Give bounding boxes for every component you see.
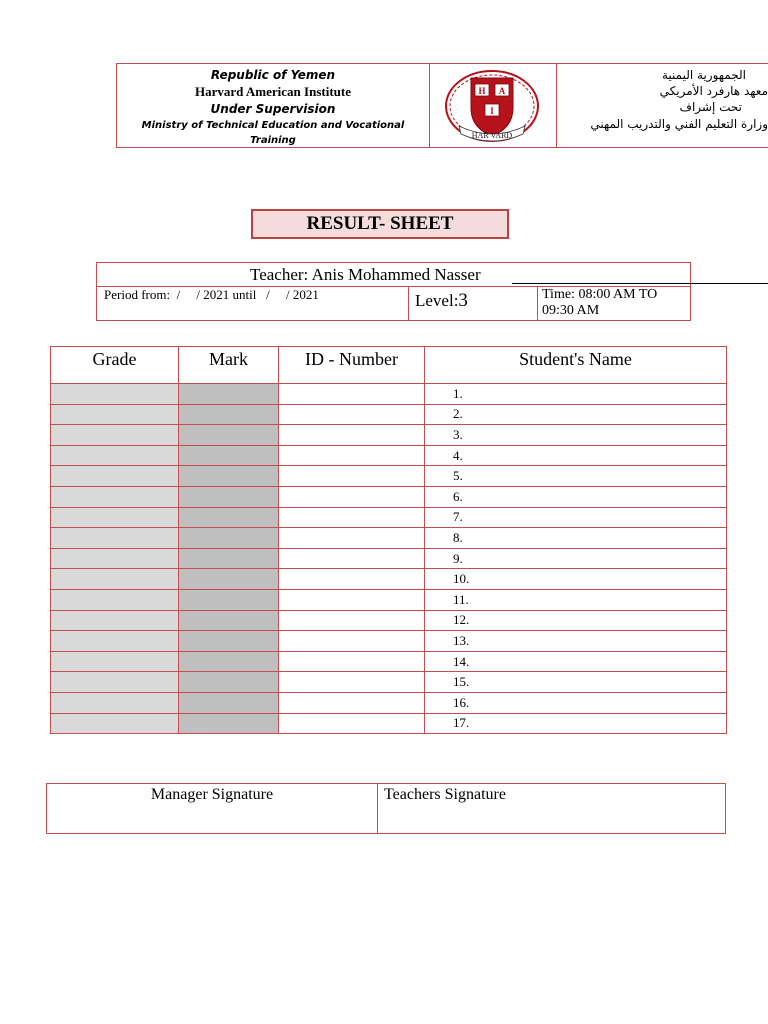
grade-cell[interactable] bbox=[51, 692, 179, 713]
table-header-row bbox=[51, 347, 727, 384]
row-number: 9. bbox=[453, 550, 463, 566]
row-number: 6. bbox=[453, 488, 463, 504]
table-row bbox=[51, 507, 727, 528]
grade-cell[interactable] bbox=[51, 404, 179, 425]
table-row bbox=[51, 713, 727, 734]
crest-letter: A bbox=[498, 86, 506, 96]
row-number: 7. bbox=[453, 509, 463, 525]
teachers-signature-field[interactable]: Teachers Signature bbox=[378, 784, 726, 834]
student-name-cell[interactable] bbox=[425, 672, 727, 693]
mark-cell[interactable] bbox=[179, 425, 279, 446]
student-name-cell[interactable] bbox=[425, 466, 727, 487]
mark-cell[interactable] bbox=[179, 631, 279, 652]
id-number-cell[interactable] bbox=[279, 466, 425, 487]
student-name-cell[interactable] bbox=[425, 528, 727, 549]
mark-cell[interactable] bbox=[179, 445, 279, 466]
grade-cell[interactable] bbox=[51, 507, 179, 528]
teacher-underline bbox=[512, 283, 768, 284]
id-number-cell[interactable] bbox=[279, 528, 425, 549]
time-field: Time: 08:00 AM TO 09:30 AM bbox=[542, 287, 658, 318]
mark-cell[interactable] bbox=[179, 589, 279, 610]
mark-cell[interactable] bbox=[179, 528, 279, 549]
grade-cell[interactable] bbox=[51, 589, 179, 610]
grade-cell[interactable] bbox=[51, 445, 179, 466]
table-row bbox=[51, 589, 727, 610]
student-name-cell[interactable] bbox=[425, 713, 727, 734]
arabic-ministry-name: وزارة التعليم الفني والتدريب المهني bbox=[590, 117, 768, 131]
results-table bbox=[50, 346, 727, 734]
mark-cell[interactable] bbox=[179, 466, 279, 487]
mark-cell[interactable] bbox=[179, 569, 279, 590]
table-row bbox=[51, 528, 727, 549]
table-row bbox=[51, 425, 727, 446]
row-number: 17. bbox=[453, 715, 470, 731]
teacher-info-box bbox=[96, 262, 691, 321]
student-name-cell[interactable] bbox=[425, 445, 727, 466]
header-box bbox=[116, 63, 768, 148]
student-name-cell[interactable] bbox=[425, 589, 727, 610]
student-name-cell[interactable] bbox=[425, 425, 727, 446]
table-row bbox=[51, 672, 727, 693]
harvard-crest-icon bbox=[437, 68, 547, 144]
id-number-cell[interactable] bbox=[279, 445, 425, 466]
grade-cell[interactable] bbox=[51, 384, 179, 405]
student-name-cell[interactable] bbox=[425, 404, 727, 425]
id-number-cell[interactable] bbox=[279, 589, 425, 610]
row-number: 14. bbox=[453, 653, 470, 669]
student-name-cell[interactable] bbox=[425, 569, 727, 590]
mark-cell[interactable] bbox=[179, 486, 279, 507]
table-row bbox=[51, 384, 727, 405]
supervision-label: Under Supervision bbox=[210, 102, 336, 116]
header-english bbox=[117, 64, 430, 147]
table-row bbox=[51, 569, 727, 590]
row-number: 16. bbox=[453, 694, 470, 710]
row-number: 10. bbox=[453, 571, 470, 587]
column-header-student-name: Student's Name bbox=[425, 347, 727, 384]
column-header-mark: Mark bbox=[179, 347, 279, 384]
grade-cell[interactable] bbox=[51, 713, 179, 734]
signature-table bbox=[46, 783, 726, 834]
mark-cell[interactable] bbox=[179, 692, 279, 713]
table-row bbox=[51, 692, 727, 713]
grade-cell[interactable] bbox=[51, 610, 179, 631]
grade-cell[interactable] bbox=[51, 528, 179, 549]
grade-cell[interactable] bbox=[51, 569, 179, 590]
arabic-supervision-label: تحت إشراف bbox=[679, 100, 742, 114]
id-number-cell[interactable] bbox=[279, 425, 425, 446]
id-number-cell[interactable] bbox=[279, 569, 425, 590]
mark-cell[interactable] bbox=[179, 610, 279, 631]
mark-cell[interactable] bbox=[179, 548, 279, 569]
teacher-name: Teacher: Anis Mohammed Nasser bbox=[250, 265, 481, 284]
id-number-cell[interactable] bbox=[279, 651, 425, 672]
crest-letter: H bbox=[478, 86, 486, 96]
table-row bbox=[51, 631, 727, 652]
arabic-institute-name: معهد هارفرد الأمريكي bbox=[659, 84, 768, 98]
id-number-cell[interactable] bbox=[279, 610, 425, 631]
student-name-cell[interactable] bbox=[425, 631, 727, 652]
ministry-name: Ministry of Technical Education and Vocational Training bbox=[141, 120, 405, 146]
teacher-row bbox=[97, 263, 690, 287]
crest-letter: I bbox=[490, 106, 494, 116]
grade-cell[interactable] bbox=[51, 466, 179, 487]
arabic-country-name: الجمهورية اليمنية bbox=[661, 68, 746, 82]
country-name: Republic of Yemen bbox=[210, 68, 336, 82]
row-number: 5. bbox=[453, 468, 463, 484]
mark-cell[interactable] bbox=[179, 651, 279, 672]
row-number: 13. bbox=[453, 632, 470, 648]
mark-cell[interactable] bbox=[179, 507, 279, 528]
logo-cell bbox=[429, 64, 557, 147]
table-row bbox=[51, 651, 727, 672]
student-name-cell[interactable] bbox=[425, 651, 727, 672]
table-row bbox=[51, 445, 727, 466]
student-name-cell[interactable] bbox=[425, 692, 727, 713]
row-number: 4. bbox=[453, 447, 463, 463]
grade-cell[interactable] bbox=[51, 651, 179, 672]
row-number: 2. bbox=[453, 406, 463, 422]
mark-cell[interactable] bbox=[179, 384, 279, 405]
mark-cell[interactable] bbox=[179, 713, 279, 734]
row-number: 11. bbox=[453, 591, 469, 607]
id-number-cell[interactable] bbox=[279, 548, 425, 569]
signature-row bbox=[47, 784, 726, 834]
page-title: RESULT- SHEET bbox=[251, 209, 509, 239]
id-number-cell[interactable] bbox=[279, 384, 425, 405]
table-row bbox=[51, 466, 727, 487]
row-number: 1. bbox=[453, 385, 463, 401]
level-cell bbox=[408, 286, 538, 320]
header-arabic bbox=[556, 64, 768, 147]
table-row bbox=[51, 610, 727, 631]
id-number-cell[interactable] bbox=[279, 507, 425, 528]
grade-cell[interactable] bbox=[51, 425, 179, 446]
mark-cell[interactable] bbox=[179, 672, 279, 693]
column-header-id-number: ID - Number bbox=[279, 347, 425, 384]
row-number: 12. bbox=[453, 612, 470, 628]
grade-cell[interactable] bbox=[51, 486, 179, 507]
student-name-cell[interactable] bbox=[425, 548, 727, 569]
results-body bbox=[51, 384, 727, 734]
id-number-cell[interactable] bbox=[279, 631, 425, 652]
row-number: 8. bbox=[453, 529, 463, 545]
mark-cell[interactable] bbox=[179, 404, 279, 425]
id-number-cell[interactable] bbox=[279, 486, 425, 507]
student-name-cell[interactable] bbox=[425, 384, 727, 405]
table-row bbox=[51, 486, 727, 507]
level-label: Level: bbox=[415, 291, 459, 310]
grade-cell[interactable] bbox=[51, 548, 179, 569]
id-number-cell[interactable] bbox=[279, 404, 425, 425]
column-header-grade: Grade bbox=[51, 347, 179, 384]
level-value: 3 bbox=[458, 290, 468, 311]
grade-cell[interactable] bbox=[51, 672, 179, 693]
table-row bbox=[51, 404, 727, 425]
institute-name: Harvard American Institute bbox=[195, 84, 351, 99]
student-name-cell[interactable] bbox=[425, 486, 727, 507]
manager-signature-field[interactable]: Manager Signature bbox=[47, 784, 378, 834]
grade-cell[interactable] bbox=[51, 631, 179, 652]
id-number-cell[interactable] bbox=[279, 672, 425, 693]
row-number: 15. bbox=[453, 674, 470, 690]
student-name-cell[interactable] bbox=[425, 610, 727, 631]
id-number-cell[interactable] bbox=[279, 692, 425, 713]
period-field: Period from: / / 2021 until / / 2021 bbox=[104, 287, 319, 302]
table-row bbox=[51, 548, 727, 569]
student-name-cell[interactable] bbox=[425, 507, 727, 528]
crest-banner: HAR VARD bbox=[471, 131, 513, 140]
row-number: 3. bbox=[453, 426, 463, 442]
id-number-cell[interactable] bbox=[279, 713, 425, 734]
